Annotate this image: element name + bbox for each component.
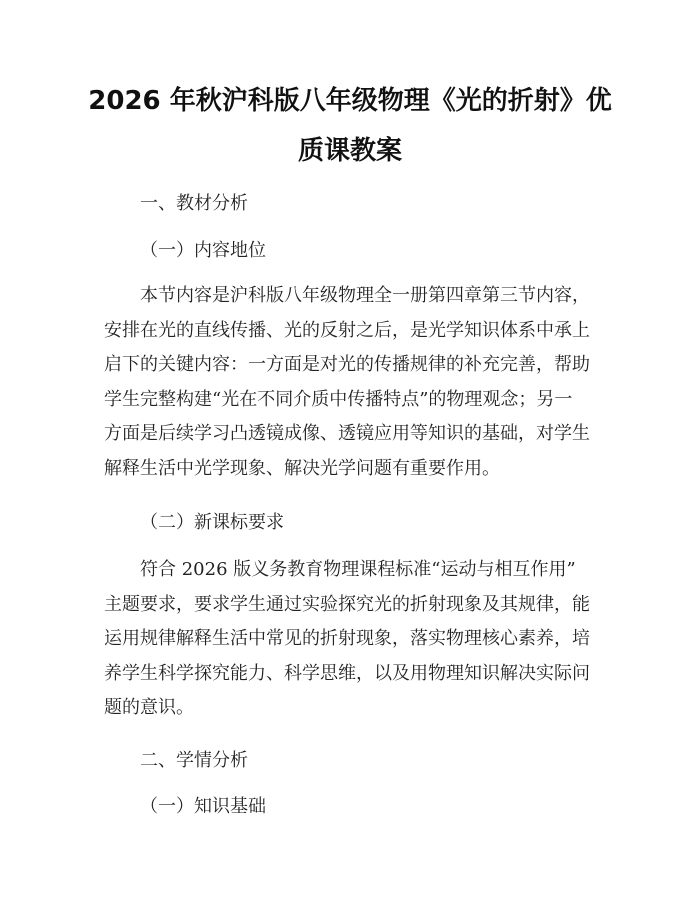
document-title-line-2: 质课教案 bbox=[297, 136, 402, 166]
subheading-knowledge-foundation: （一）知识基础 bbox=[140, 796, 266, 817]
paragraph-line: 启下的关键内容：一方面是对光的传播规律的补充完善，帮助 bbox=[104, 354, 590, 376]
paragraph-line: 安排在光的直线传播、光的反射之后，是光学知识体系中承上 bbox=[104, 319, 590, 341]
document-title-line-1: 2026 年秋沪科版八年级物理《光的折射》优 bbox=[88, 86, 612, 116]
paragraph-line: 符合 2026 版义务教育物理课程标准“运动与相互作用” bbox=[140, 559, 576, 580]
section-heading-textbook-analysis: 一、教材分析 bbox=[140, 193, 248, 214]
paragraph-line: 主题要求，要求学生通过实验探究光的折射现象及其规律，能 bbox=[104, 593, 590, 615]
paragraph-line: 解释生活中光学现象、解决光学问题有重要作用。 bbox=[104, 457, 500, 479]
paragraph-line: 本节内容是沪科版八年级物理全一册第四章第三节内容， bbox=[140, 285, 590, 306]
section-heading-learner-analysis: 二、学情分析 bbox=[140, 750, 248, 771]
paragraph-line: 运用规律解释生活中常见的折射现象，落实物理核心素养，培 bbox=[104, 628, 590, 650]
subheading-curriculum-requirements: （二）新课标要求 bbox=[140, 512, 284, 533]
paragraph-line: 题的意识。 bbox=[104, 697, 194, 719]
paragraph-curriculum-requirements bbox=[104, 553, 596, 726]
paragraph-content-position bbox=[104, 279, 596, 487]
paragraph-line: 方面是后续学习凸透镜成像、透镜应用等知识的基础，对学生 bbox=[104, 423, 590, 445]
paragraph-line: 养学生科学探究能力、科学思维，以及用物理知识解决实际问 bbox=[104, 662, 590, 684]
paragraph-line: 学生完整构建“光在不同介质中传播特点”的物理观念；另一 bbox=[104, 388, 573, 410]
subheading-content-position: （一）内容地位 bbox=[140, 240, 266, 261]
